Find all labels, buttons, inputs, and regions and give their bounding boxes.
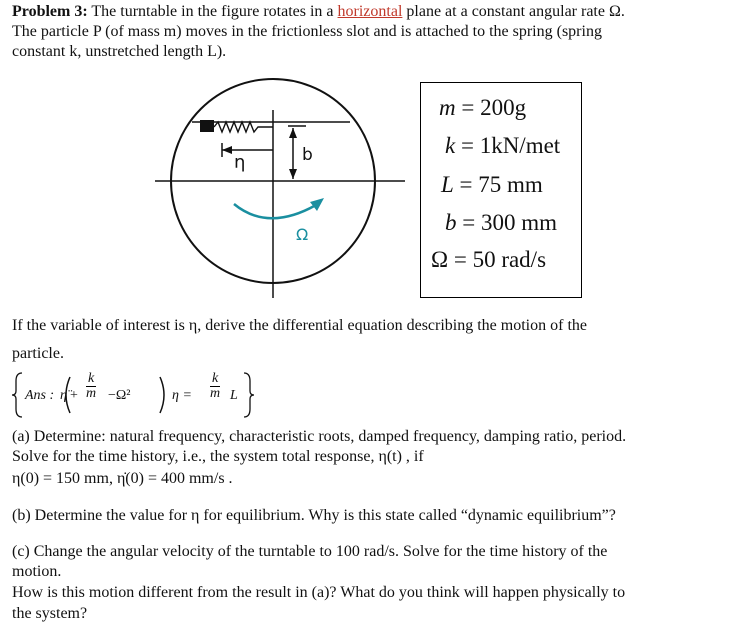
param-length: L = 75 mm — [441, 172, 543, 197]
intro-line-3: constant k, unstretched length L). — [12, 43, 227, 60]
part-c-line-1: (c) Change the angular velocity of the turntable to 100 rad/s. Solve for the time history of the — [12, 543, 608, 560]
param-b: b = 300 mm — [445, 210, 558, 235]
problem-label: Problem 3: — [12, 3, 88, 20]
ans-eta-eq: η = — [172, 388, 192, 403]
b-label: b — [302, 145, 313, 165]
omega-label: Ω — [296, 225, 309, 244]
ans-minus-omega-sq: −Ω² — [108, 388, 131, 403]
param-spring-constant: k = 1kN/met — [445, 133, 561, 158]
parameter-box — [420, 82, 582, 298]
omega-arc — [234, 204, 316, 218]
eta-arrowhead — [222, 146, 232, 154]
omega-arrowhead — [310, 198, 324, 211]
param-omega: Ω = 50 rad/s — [431, 247, 547, 272]
ans-eta-ddot: η̈ — [60, 388, 67, 403]
turntable-figure — [150, 70, 410, 302]
part-a-line-2: Solve for the time history, i.e., the system total response, η(t) , if — [12, 448, 424, 465]
problem-intro — [12, 2, 740, 62]
ans-frac-k-m: $\frac{k}{m}$ — [86, 371, 97, 401]
answer-equation — [12, 369, 292, 421]
part-c-line-2: motion. — [12, 563, 62, 580]
ans-prefix: Ans : — [25, 388, 55, 403]
question-line-1: If the variable of interest is η, derive the differential equation describing the motion of the — [12, 317, 587, 334]
param-mass: m = 200g — [439, 95, 527, 120]
part-c-line-4: the system? — [12, 605, 88, 622]
ans-frac-k-m-2: $\frac{k}{m}$ — [210, 371, 221, 401]
b-arrowhead-top — [289, 128, 297, 138]
intro-line-2: The particle P (of mass m) moves in the frictionless slot and is attached to the spring (spring — [12, 23, 602, 40]
ans-L: L — [230, 388, 238, 403]
b-arrowhead-bottom — [289, 169, 297, 179]
part-c-line-3: How is this motion different from the result in (a)? What do you think will happen physically to — [12, 584, 626, 601]
ans-plus: + — [70, 388, 78, 403]
part-a-line-3: η(0) = 150 mm, η̇(0) = 400 mm/s . — [12, 470, 233, 487]
part-a-line-1: (a) Determine: natural frequency, characteristic roots, damped frequency, damping ratio, period. — [12, 428, 627, 445]
part-b-line-1: (b) Determine the value for η for equilibrium. Why is this state called “dynamic equilibrium”? — [12, 507, 616, 524]
intro-text-2: plane at a constant angular rate Ω. — [402, 3, 625, 20]
intro-text-1: The turntable in the figure rotates in a — [87, 3, 338, 20]
eta-label: η — [234, 152, 246, 173]
particle-block — [200, 120, 214, 132]
question-line-2: particle. — [12, 345, 64, 362]
spring — [214, 122, 273, 132]
horizontal-link: horizontal — [337, 3, 403, 20]
